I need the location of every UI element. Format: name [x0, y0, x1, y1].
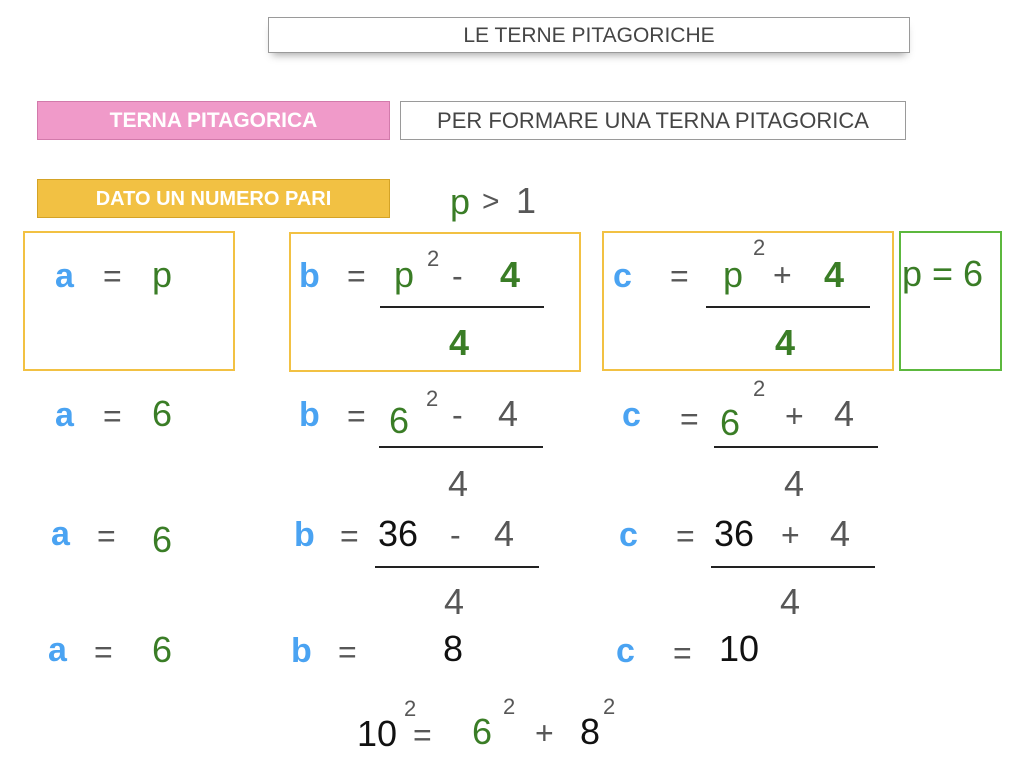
step3-b-value: 8 [443, 628, 464, 669]
formula-b-label: b [299, 257, 320, 295]
formula-a-label: a [55, 257, 74, 295]
formare-terna-box: PER FORMARE UNA TERNA PITAGORICA [400, 101, 906, 140]
step2-c-label: c [619, 516, 638, 554]
p-value-frame [899, 231, 1002, 371]
check-a-exp: 2 [503, 694, 516, 719]
numero-pari-tag: DATO UN NUMERO PARI [37, 179, 390, 218]
step2-b-fraction-line [375, 566, 539, 568]
step3-a-value: 6 [152, 629, 173, 670]
step2-b-denominator: 4 [444, 581, 465, 622]
step3-a-label: a [48, 631, 67, 669]
step2-a-eq: = [97, 518, 116, 554]
formula-c-eq: = [670, 258, 689, 294]
step2-a-value: 6 [152, 519, 173, 560]
step1-b-label: b [299, 396, 320, 434]
step2-c-plus: + [781, 517, 800, 553]
step1-c-eq: = [680, 401, 699, 437]
formula-c-frame [602, 231, 894, 371]
step2-b-minus: - [450, 517, 461, 553]
step3-b-label: b [291, 632, 312, 670]
step1-c-plus: + [785, 398, 804, 434]
check-plus: + [535, 715, 554, 751]
step2-a-label: a [51, 515, 70, 553]
check-b-exp: 2 [603, 694, 616, 719]
step3-b-eq: = [338, 634, 357, 670]
step1-c-exp: 2 [753, 376, 766, 401]
p-value-text [902, 253, 984, 294]
formula-a-frame [23, 231, 235, 371]
formula-c-plus: + [773, 257, 792, 293]
formula-b-denominator: 4 [449, 322, 470, 363]
step3-c-label: c [616, 632, 635, 670]
formula-c-exp: 2 [753, 235, 766, 260]
check-c-base: 10 [357, 713, 398, 754]
step2-c-eq: = [676, 518, 695, 554]
step1-a-label: a [55, 396, 74, 434]
step1-b-fraction-line [379, 446, 543, 448]
step3-a-eq: = [94, 634, 113, 670]
step2-b-four: 4 [494, 513, 515, 554]
step2-c-numerator: 36 [714, 513, 755, 554]
step1-c-base: 6 [720, 402, 741, 443]
step2-c-denominator: 4 [780, 581, 801, 622]
condition-p: p [450, 181, 471, 222]
step2-b-numerator: 36 [378, 513, 419, 554]
condition-one: 1 [516, 180, 537, 221]
formula-c-p: p [723, 254, 744, 295]
step1-c-fraction-line [714, 446, 878, 448]
step1-b-eq: = [347, 398, 366, 434]
step2-c-four: 4 [830, 513, 851, 554]
check-c-exp: 2 [404, 696, 417, 721]
formula-a-p: p [152, 254, 173, 295]
formula-b-fraction-line [380, 306, 544, 308]
p-value: p = 6 [902, 253, 984, 294]
step1-a-value: 6 [152, 393, 173, 434]
step2-c-fraction-line [711, 566, 875, 568]
step1-b-base: 6 [389, 400, 410, 441]
formula-b-eq: = [347, 258, 366, 294]
formula-c-denominator: 4 [775, 322, 796, 363]
step1-b-minus: - [452, 397, 463, 433]
formula-a-eq: = [103, 258, 122, 294]
step3-c-eq: = [673, 635, 692, 671]
step1-b-exp: 2 [426, 386, 439, 411]
condition-gt: > [482, 185, 500, 218]
step1-a-eq: = [103, 398, 122, 434]
formula-b-p: p [394, 254, 415, 295]
step2-b-label: b [294, 516, 315, 554]
check-a-base: 6 [472, 711, 493, 752]
step1-c-four: 4 [834, 393, 855, 434]
check-eq: = [413, 717, 432, 753]
check-b-base: 8 [580, 711, 601, 752]
step3-c-value: 10 [719, 628, 760, 669]
formula-c-label: c [613, 257, 632, 295]
formula-c-four: 4 [824, 254, 845, 295]
step1-c-label: c [622, 396, 641, 434]
step1-c-denominator: 4 [784, 463, 805, 504]
formula-b-minus: - [452, 258, 463, 294]
formula-b-exp: 2 [427, 246, 440, 271]
step1-b-denominator: 4 [448, 463, 469, 504]
formula-b-four: 4 [500, 254, 521, 295]
step1-b-four: 4 [498, 393, 519, 434]
step2-b-eq: = [340, 518, 359, 554]
terna-pitagorica-tag: TERNA PITAGORICA [37, 101, 390, 140]
page-title: LE TERNE PITAGORICHE [268, 17, 910, 53]
formula-c-fraction-line [706, 306, 870, 308]
